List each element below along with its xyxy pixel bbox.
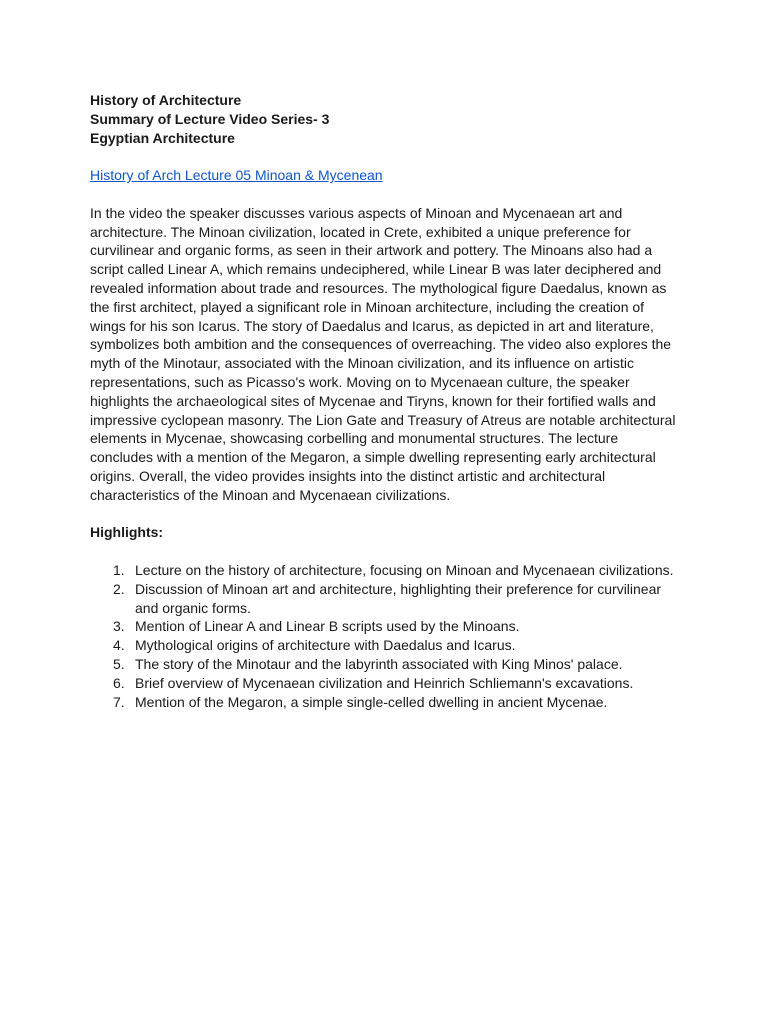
highlights-list — [90, 561, 682, 711]
heading-line-course: History of Architecture — [90, 92, 242, 108]
lecture-link-line — [90, 166, 682, 185]
list-item-number: 7. — [113, 693, 125, 710]
list-item — [90, 580, 682, 618]
heading-line-topic: Egyptian Architecture — [90, 129, 235, 146]
list-item-number: 6. — [113, 674, 125, 691]
summary-paragraph: In the video the speaker discusses various aspects of Minoan and Mycenaean art and architecture. The Minoan civilization, located in Crete, exhibited a unique preference for curvilinear and organic forms, as seen in their artwork and pottery. The Minoans also had a script called Linear A, which remains undeciphered, while Linear B was later deciphered and revealed information about trade and resources. The mythological figure Daedalus, known as the first architect, played a significant role in Minoan architecture, including the creation of wings for his son Icarus. The story of Daedalus and Icarus, as depicted in art and literature, symbolizes both ambition and the consequences of overreaching. The video also explores the myth of the Minotaur, associated with the Minoan civilization, and its influence on artistic representations, such as Picasso's work. Moving on to Mycenaean culture, the speaker highlights the archaeological sites of Mycenae and Tiryns, known for their fortified walls and impressive cyclopean masonry. The Lion Gate and Treasury of Atreus are notable architectural elements in Mycenae, showcasing corbelling and monumental structures. The lecture concludes with a mention of the Megaron, a simple dwelling representing early architectural origins. Overall, the video provides insights into the distinct artistic and architectural characteristics of the Minoan and Mycenaean civilizations. — [90, 204, 676, 503]
heading-line-series: Summary of Lecture Video Series- 3 — [90, 110, 330, 127]
list-item-number: 1. — [113, 561, 125, 578]
highlights-heading: Highlights: — [90, 524, 164, 541]
list-item-text: Discussion of Minoan art and architecture, highlighting their preference for curvilinear and organic forms. — [135, 580, 662, 616]
list-item-number: 3. — [113, 618, 125, 635]
document-heading — [90, 91, 682, 147]
list-item — [90, 561, 682, 580]
list-item-number: 2. — [113, 580, 125, 597]
list-item — [90, 693, 682, 712]
list-item-text: The story of the Minotaur and the labyrinth associated with King Minos' palace. — [135, 655, 623, 672]
list-item-text: Brief overview of Mycenaean civilization and Heinrich Schliemann's excavations. — [135, 674, 634, 691]
list-item-text: Mention of Linear A and Linear B scripts used by the Minoans. — [135, 618, 520, 635]
list-item — [90, 655, 682, 674]
list-item — [90, 636, 682, 655]
list-item-text: Mention of the Megaron, a simple single-celled dwelling in ancient Mycenae. — [135, 693, 608, 710]
lecture-video-link[interactable]: History of Arch Lecture 05 Minoan & Mycenean — [90, 167, 383, 184]
list-item-text: Mythological origins of architecture with Daedalus and Icarus. — [135, 637, 516, 654]
list-item — [90, 674, 682, 693]
list-item-number: 4. — [113, 637, 125, 654]
document-page — [90, 91, 682, 711]
list-item-text: Lecture on the history of architecture, focusing on Minoan and Mycenaean civilizations. — [135, 561, 674, 578]
list-item-number: 5. — [113, 655, 125, 672]
list-item — [90, 617, 682, 636]
